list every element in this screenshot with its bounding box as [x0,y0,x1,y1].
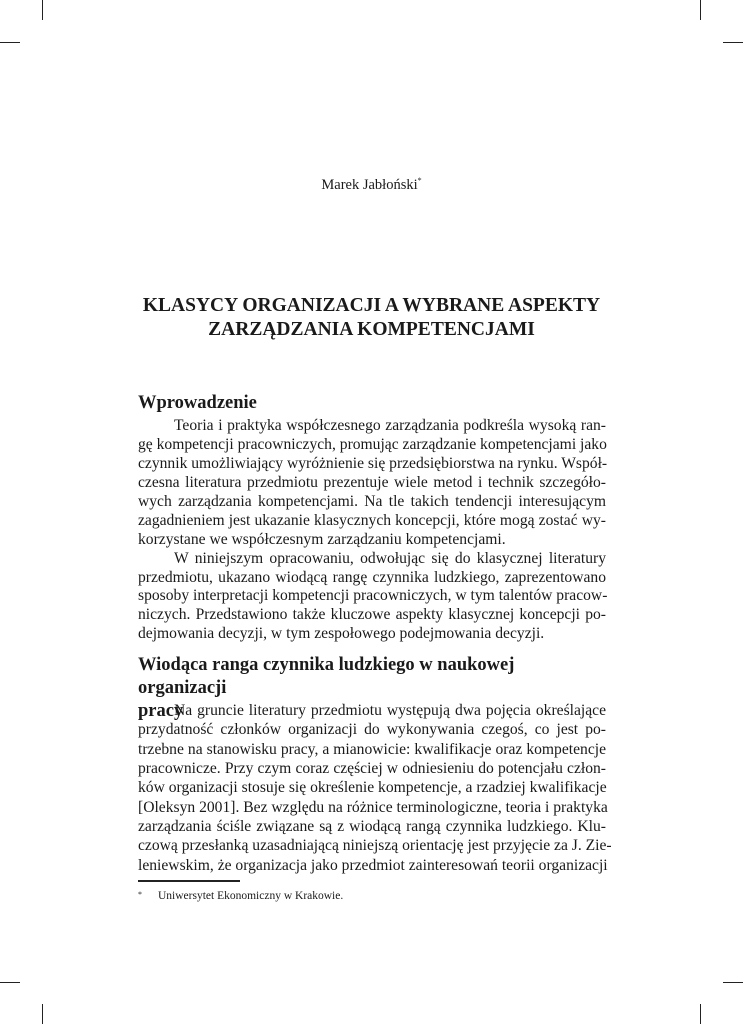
text-line: zagadnieniem jest ukazanie klasycznych koncepcji, które mogą zostać wy- [138,511,606,529]
text-line: niczych. Przedstawiono także kluczowe aspekty klasycznej koncepcji po- [138,606,606,624]
article-title [0,294,743,342]
footnote-mark: * [138,890,142,899]
text-line: dejmowania decyzji, w tym zespołowego podejmowania decyzji. [138,625,545,643]
text-line: [Oleksyn 2001]. Bez względu na różnice terminologiczne, teoria i praktyka [138,798,608,816]
heading-line: Wprowadzenie [138,393,257,413]
text-line: zarządzania ściśle związane są z wiodącą rangą czynnika ludzkiego. Klu- [138,818,606,836]
text-line: gę kompetencji pracowniczych, promując zarządzanie kompetencjami jako [138,435,607,453]
text-line: W niniejszym opracowaniu, odwołując się do klasycznej literatury [174,549,606,567]
text-line: czesna literatura przedmiotu prezentuje wiele metod i technik szczegóło- [138,473,606,491]
text-line: pracownicze. Przy czym coraz częściej w odniesieniu do potencjału człon- [138,760,606,778]
crop-mark [700,1004,701,1024]
author-name: Marek Jabłoński [321,176,418,193]
paragraph [138,417,606,550]
section-body [138,417,606,644]
text-line: Teoria i praktyka współczesnego zarządzania podkreśla wysoką ran- [174,417,606,434]
crop-mark [0,42,20,43]
heading-line: pracy [138,701,184,721]
text-line: czynnik umożliwiający wyróżnienie się przedsiębiorstwa na rynku. Współ- [138,454,608,472]
text-line: wych zarządzania kompetencjami. Na tle takich tendencji interesującym [138,492,606,510]
footnote [138,890,343,902]
text-line: leniewskim, że organizacja jako przedmiot zainteresowań teorii organizacji [138,856,608,874]
crop-mark [723,42,743,43]
section-heading [138,392,606,415]
section-body [138,701,612,875]
text-line: trzebne na stanowisku pracy, a mianowicie: kwalifikacje oraz kompetencje [138,740,606,758]
heading-line: Wiodąca ranga czynnika ludzkiego w naukowej organizacji [138,655,515,698]
crop-mark [0,982,20,983]
text-line: sposoby interpretacji kompetencji pracowniczych, w tym talentów pracow- [138,587,608,605]
footnote-text: Uniwersytet Ekonomiczny w Krakowie. [158,890,344,902]
crop-mark [700,0,701,20]
footnote-marker: * [417,176,422,185]
crop-mark [723,982,743,983]
footnote-divider [138,880,240,882]
text-line: Na gruncie literatury przedmiotu występują dwa pojęcia określające [174,702,606,719]
title-line: ZARZĄDZANIA KOMPETENCJAMI [208,319,535,340]
text-line: czową przesłanką uzasadniającą niniejszą orientację jest przyjęcie za J. Zie- [138,837,612,855]
text-line: przydatność członków organizacji do wykonywania czegoś, co jest po- [138,721,606,739]
text-line: korzystane we współczesnym zarządzaniu kompetencjami. [138,530,506,548]
crop-mark [42,1004,43,1024]
crop-mark [42,0,43,20]
paragraph [138,550,606,645]
title-line: KLASYCY ORGANIZACJI A WYBRANE ASPEKTY [142,295,601,316]
author [0,176,743,194]
paragraph [138,701,612,875]
text-line: ków organizacji stosuje się określenie kompetencje, a rzadziej kwalifikacje [138,779,607,797]
text-line: przedmiotu, ukazano wiodącą rangę czynnika ludzkiego, zaprezentowano [138,568,606,586]
